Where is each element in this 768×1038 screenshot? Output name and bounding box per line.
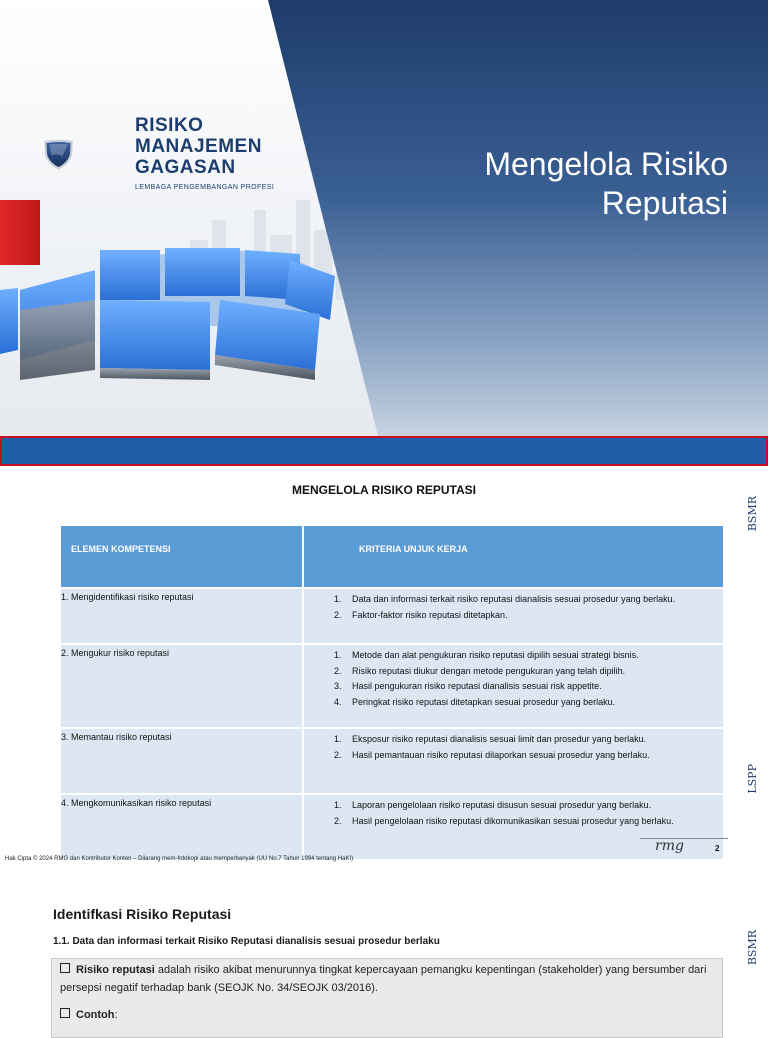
page-number: 2 bbox=[715, 844, 720, 853]
list-item bbox=[334, 592, 715, 608]
list-item bbox=[334, 814, 715, 830]
element-cell: 2. Mengukur risiko reputasi bbox=[61, 644, 303, 728]
criteria-cell bbox=[303, 644, 723, 728]
logo-subtitle: LEMBAGA PENGEMBANGAN PROFESI bbox=[135, 184, 275, 191]
copyright-footer: Hak Cipta © 2024 RMG dan Kontributor Konten – Dilarang mem-fotokopi atau memperbanyak (UU No.7 Tahun 1994 tentang HaKI) bbox=[5, 856, 354, 862]
competency-table bbox=[61, 526, 723, 859]
table-header-row bbox=[61, 526, 723, 588]
bsmr-side-logo: BSMR bbox=[746, 930, 759, 966]
list-item bbox=[334, 608, 715, 624]
list-item bbox=[334, 664, 715, 680]
criteria-text: Faktor-faktor risiko reputasi ditetapkan. bbox=[352, 609, 508, 620]
logo-line-1: RISIKO bbox=[135, 115, 204, 136]
criteria-list bbox=[334, 592, 715, 623]
criteria-text: Eksposur risiko reputasi dianalisis sesuai limit dan prosedur yang berlaku. bbox=[352, 734, 647, 744]
table-row bbox=[61, 588, 723, 644]
criteria-text: Hasil pemantauan risiko reputasi dilaporkan sesuai prosedur yang berlaku. bbox=[352, 749, 650, 760]
criteria-text: Data dan informasi terkait risiko reputasi dianalisis sesuai prosedur yang berlaku. bbox=[352, 594, 676, 604]
identification-slide bbox=[0, 880, 768, 1024]
section-divider-band bbox=[0, 436, 768, 466]
bsmr-side-logo: BSMR bbox=[746, 496, 759, 532]
list-item bbox=[334, 648, 715, 664]
element-cell: 3. Memantau risiko reputasi bbox=[61, 728, 303, 794]
criteria-cell bbox=[303, 588, 723, 644]
criteria-number: 2. bbox=[334, 749, 342, 760]
criteria-number: 2. bbox=[334, 665, 342, 676]
table-row bbox=[61, 644, 723, 728]
table-row bbox=[61, 728, 723, 794]
list-item bbox=[334, 695, 715, 711]
cover-slide bbox=[0, 0, 768, 436]
criteria-text: Hasil pengukuran risiko reputasi dianalisis sesuai risk appetite. bbox=[352, 681, 602, 691]
example-colon: : bbox=[114, 1009, 118, 1021]
header-criteria: KRITERIA UNJUK KERJA bbox=[303, 526, 723, 588]
cover-title bbox=[398, 145, 728, 223]
element-cell: 4. Mengkomunikasikan risiko reputasi bbox=[61, 794, 303, 859]
criteria-number: 1. bbox=[334, 650, 342, 660]
rmg-brand-logo: rmg bbox=[655, 838, 684, 854]
blue-ring-graphic bbox=[0, 230, 400, 390]
cover-title-line-1: Mengelola Risiko bbox=[484, 146, 728, 182]
criteria-text: Hasil pengelolaan risiko reputasi dikomunikasikan sesuai prosedur yang berlaku. bbox=[352, 815, 674, 826]
criteria-list bbox=[334, 648, 715, 710]
criteria-number: 2. bbox=[334, 609, 342, 620]
lspp-side-logo: LSPP bbox=[746, 764, 759, 794]
criteria-text: Risiko reputasi diukur dengan metode pengukuran yang telah dipilih. bbox=[352, 665, 626, 676]
criteria-number: 3. bbox=[334, 681, 342, 691]
example-paragraph bbox=[60, 1006, 714, 1024]
table-row bbox=[61, 794, 723, 859]
criteria-number: 2. bbox=[334, 815, 342, 826]
identification-title: Identifkasi Risiko Reputasi bbox=[53, 906, 232, 922]
criteria-list bbox=[334, 798, 715, 829]
criteria-list bbox=[334, 732, 715, 763]
logo-line-2: MANAJEMEN bbox=[135, 136, 262, 157]
shield-logo-icon bbox=[40, 110, 130, 200]
competency-heading: MENGELOLA RISIKO REPUTASI bbox=[291, 483, 476, 497]
list-item bbox=[334, 732, 715, 748]
checkbox-bullet-icon bbox=[60, 1008, 70, 1018]
footer-divider bbox=[640, 838, 728, 839]
criteria-number: 4. bbox=[334, 696, 342, 707]
criteria-number: 1. bbox=[334, 734, 342, 744]
list-item bbox=[334, 798, 715, 814]
element-cell: 1. Mengidentifikasi risiko reputasi bbox=[61, 588, 303, 644]
definition-term: Risiko reputasi bbox=[76, 964, 155, 976]
checkbox-bullet-icon bbox=[60, 963, 70, 973]
header-element: ELEMEN KOMPETENSI bbox=[61, 526, 303, 588]
example-label: Contoh bbox=[76, 1009, 115, 1021]
definition-text: adalah risiko akibat menurunnya tingkat kepercayaan pemangku kepentingan (stakeholder) yang bersumber dari persepsi negatif terhadap bank (SEOJK No. 34/SEOJK 03/2016). bbox=[60, 964, 707, 994]
competency-slide bbox=[0, 466, 768, 880]
definition-paragraph bbox=[60, 961, 714, 997]
logo-wordmark bbox=[135, 115, 274, 191]
criteria-text: Metode dan alat pengukuran risiko reputasi dipilih sesuai strategi bisnis. bbox=[352, 650, 639, 660]
identification-subtitle: 1.1. Data dan informasi terkait Risiko Reputasi dianalisis sesuai prosedur berlaku bbox=[53, 936, 440, 947]
criteria-number: 1. bbox=[334, 800, 342, 810]
criteria-number: 1. bbox=[334, 594, 342, 604]
logo-line-3: GAGASAN bbox=[135, 157, 236, 178]
definition-box bbox=[51, 958, 723, 1038]
cover-title-line-2: Reputasi bbox=[601, 185, 728, 221]
list-item bbox=[334, 679, 715, 695]
criteria-text: Peringkat risiko reputasi ditetapkan sesuai prosedur yang berlaku. bbox=[352, 696, 616, 707]
list-item bbox=[334, 748, 715, 764]
criteria-cell bbox=[303, 728, 723, 794]
criteria-text: Laporan pengelolaan risiko reputasi disusun sesuai prosedur yang berlaku. bbox=[352, 800, 652, 810]
